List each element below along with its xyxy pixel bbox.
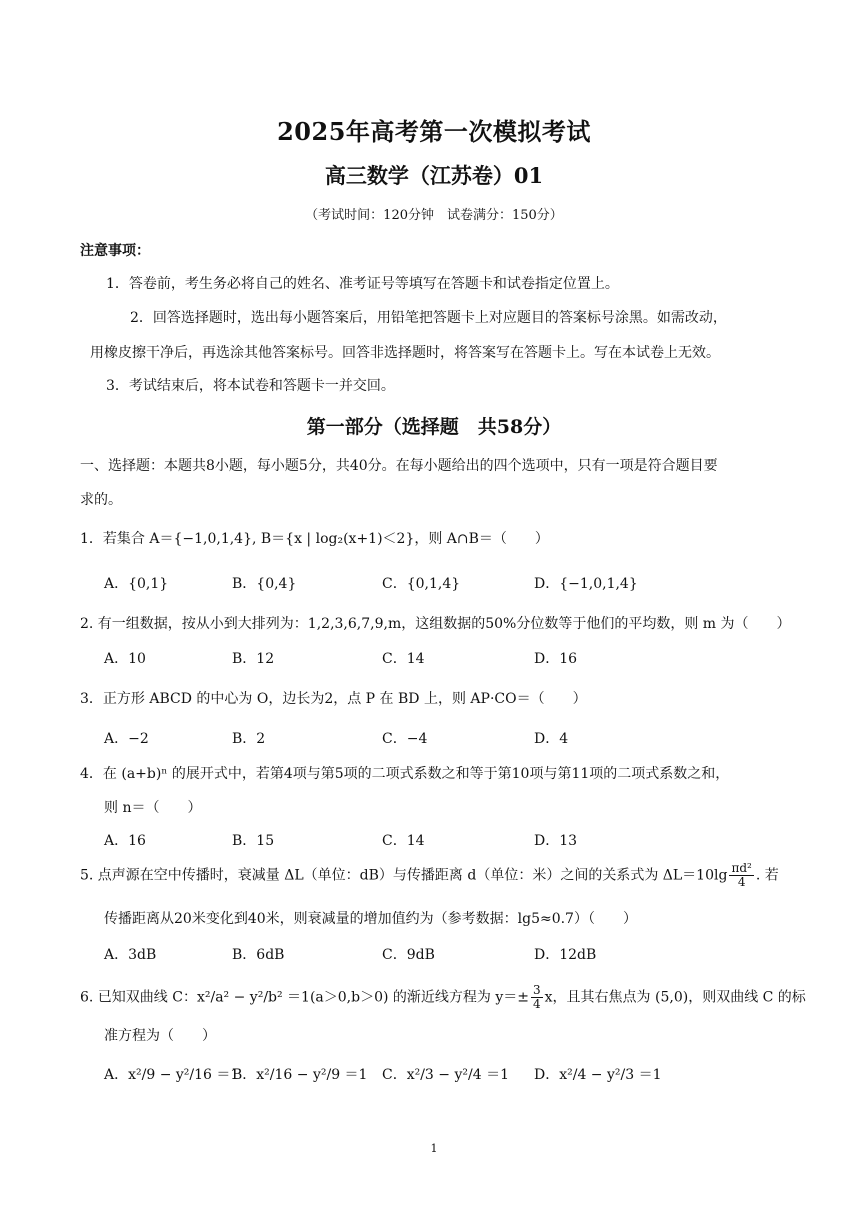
question-stem: 3．正方形 ABCD 的中心为 O，边长为2，点 P 在 BD 上，则 AP·CO＝（ ）: [80, 691, 587, 707]
section-title: 第一部分（选择题 共58分）: [306, 416, 562, 438]
option-c: C．x²/3 − y²/4 ＝1: [382, 1067, 509, 1083]
option-d: D．x²/4 − y²/3 ＝1: [534, 1067, 662, 1083]
option-c: C．14: [382, 651, 425, 667]
fraction-numerator: πd²: [731, 861, 752, 875]
note-item: 用橡皮擦干净后，再选涂其他答案标号。回答非选择题时，将答案写在答题卡上。写在本试卷上无效。: [90, 345, 720, 361]
note-item: 3．考试结束后，将本试卷和答题卡一并交回。: [106, 378, 395, 394]
stem-text: x，且其右焦点为 (5,0)，则双曲线 C 的标: [544, 989, 806, 1006]
question-options: [104, 1064, 804, 1088]
option-d: D．13: [534, 833, 578, 849]
fraction-numerator: 3: [533, 983, 541, 997]
notes-heading: 注意事项：: [80, 243, 150, 259]
option-a: A．3dB: [104, 947, 157, 963]
option-c: C．−4: [382, 731, 428, 747]
option-d: D．12dB: [534, 947, 597, 963]
question-options: [104, 648, 804, 672]
option-d: D．4: [534, 731, 569, 747]
option-a: A．10: [104, 651, 146, 667]
question-stem-cont: 准方程为（ ）: [104, 1028, 216, 1044]
option-a: A．−2: [104, 731, 149, 747]
exam-title: 2025年高考第一次模拟考试: [277, 117, 591, 146]
section-intro: 一、选择题：本题共8小题，每小题5分，共40分。在每小题给出的四个选项中，只有一项是符合题目要: [80, 458, 718, 474]
option-c: C．9dB: [382, 947, 435, 963]
fraction: [729, 862, 753, 889]
question-stem-cont: 传播距离从20米变化到40米，则衰减量的增加值约为（参考数据：lg5≈0.7）（ ）: [104, 911, 637, 927]
fraction: [531, 984, 543, 1011]
exam-subtitle: 高三数学（江苏卷）01: [324, 163, 544, 188]
stem-text: x²/a² − y²/b² ＝1(a＞0,b＞0) 的渐近线方程为 y＝±: [196, 989, 530, 1006]
fraction-denominator: 4: [533, 997, 541, 1011]
question-stem-cont: 则 n＝（ ）: [104, 800, 202, 816]
question-stem: 1．若集合 A＝{−1,0,1,4}, B＝{x | log₂(x+1)＜2}，则 A∩B＝（ ）: [80, 531, 549, 547]
question-stem: [80, 862, 788, 889]
option-a: A．x²/9 − y²/16 ＝1: [104, 1067, 240, 1083]
question-options: [104, 728, 804, 752]
option-d: D．{−1,0,1,4}: [534, 576, 638, 592]
stem-text: 5. 点声源在空中传播时，衰减量 ΔL（单位：dB）与传播距离 d（单位：米）之间的关系式为 ΔL＝10lg: [80, 867, 728, 884]
note-item: 1．答卷前，考生务必将自己的姓名、准考证号等填写在答题卡和试卷指定位置上。: [106, 276, 619, 292]
question-stem: 4．在 (a+b)ⁿ 的展开式中，若第4项与第5项的二项式系数之和等于第10项与第11项的二项式系数之和，: [80, 766, 730, 782]
note-item: 2．回答选择题时，选出每小题答案后，用铅笔把答题卡上对应题目的答案标号涂黑。如需改动，: [130, 310, 727, 326]
option-b: B．{0,4}: [232, 576, 297, 592]
option-b: B．2: [232, 731, 266, 747]
option-b: B．15: [232, 833, 275, 849]
option-c: C．{0,1,4}: [382, 576, 461, 592]
stem-text: . 若: [755, 867, 779, 884]
option-a: A．{0,1}: [104, 576, 169, 592]
option-c: C．14: [382, 833, 425, 849]
stem-text: 6. 已知双曲线 C：: [80, 989, 197, 1006]
option-a: A．16: [104, 833, 146, 849]
question-options: [104, 573, 804, 597]
section-intro-cont: 求的。: [80, 492, 122, 508]
question-stem: 2. 有一组数据，按从小到大排列为：1,2,3,6,7,9,m，这组数据的50%分位数等于他们的平均数，则 m 为（ ）: [80, 616, 791, 632]
question-options: [104, 944, 804, 968]
option-b: B．12: [232, 651, 275, 667]
exam-meta: （考试时间：120分钟 试卷满分：150分）: [305, 208, 563, 223]
option-b: B．x²/16 − y²/9 ＝1: [232, 1067, 368, 1083]
question-options: [104, 830, 804, 854]
option-b: B．6dB: [232, 947, 285, 963]
page-number: 1: [430, 1142, 438, 1155]
option-d: D．16: [534, 651, 578, 667]
fraction-denominator: 4: [737, 875, 746, 889]
question-stem: [80, 983, 806, 1011]
